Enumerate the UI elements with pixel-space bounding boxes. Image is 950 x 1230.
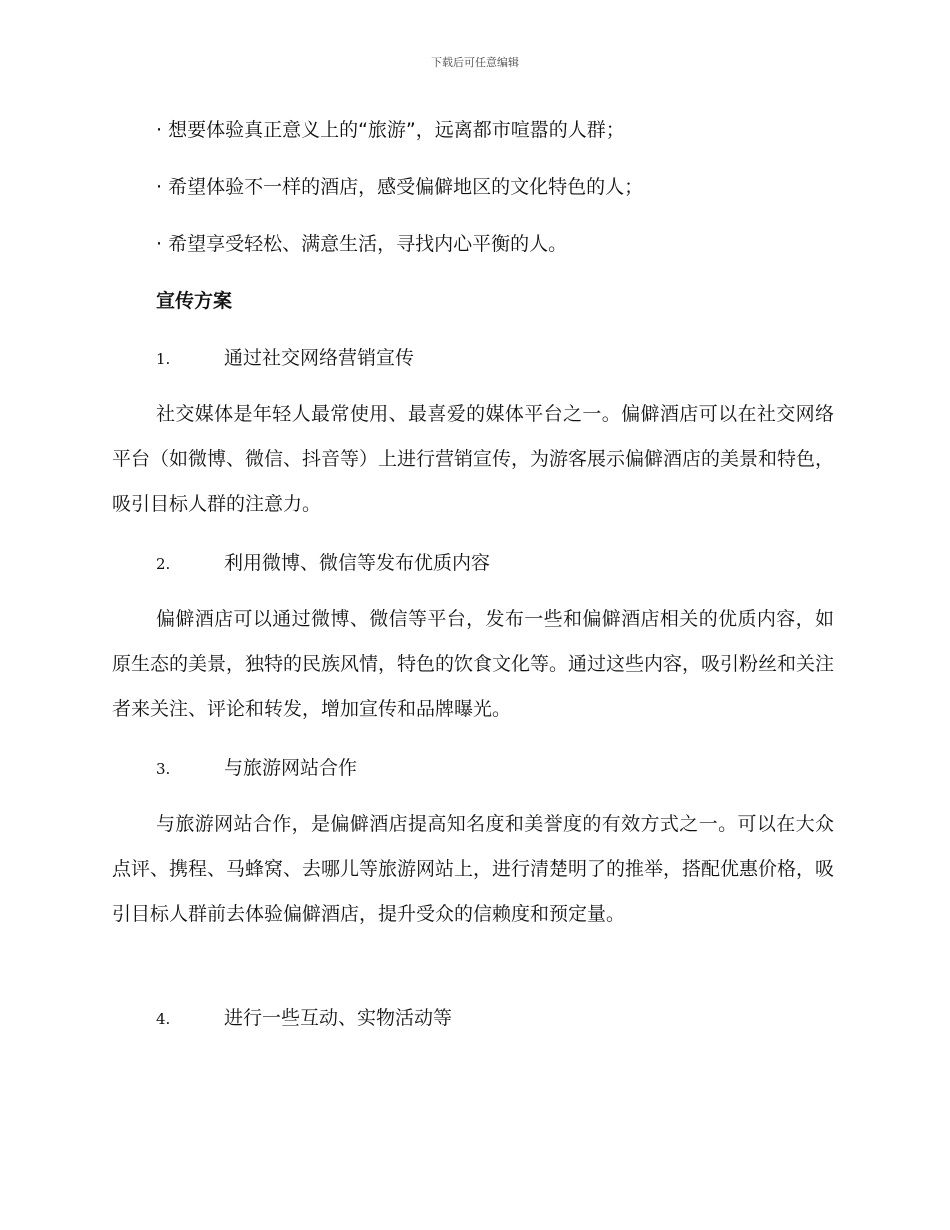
- item-body: 偏僻酒店可以通过微博、微信等平台，发布一些和偏僻酒店相关的优质内容，如原生态的美景，独特的民族风情，特色的饮食文化等。通过这些内容，吸引粉丝和关注者来关注、评论和转发，增加宣传和品牌曝光。: [112, 608, 835, 720]
- numbered-heading: [156, 756, 357, 781]
- numbered-heading: [156, 1006, 452, 1031]
- section-title: 宣传方案: [156, 290, 233, 312]
- item-body: 社交媒体是年轻人最常使用、最喜爱的媒体平台之一。偏僻酒店可以在社交网络平台（如微博、微信、抖音等）上进行营销宣传，为游客展示偏僻酒店的美景和特色，吸引目标人群的注意力。: [112, 403, 835, 515]
- item-title: 利用微博、微信等发布优质内容: [224, 552, 491, 574]
- header-watermark: 下载后可任意编辑: [431, 56, 519, 69]
- numbered-heading: [156, 551, 490, 576]
- item-number: 1.: [156, 350, 171, 368]
- item-body: 与旅游网站合作，是偏僻酒店提高知名度和美誉度的有效方式之一。可以在大众点评、携程、马蜂窝、去哪儿等旅游网站上，进行清楚明了的推举，搭配优惠价格，吸引目标人群前去体验偏僻酒店，提升受众的信赖度和预定量。: [112, 813, 835, 925]
- bullet-item: · 希望享受轻松、满意生活，寻找内心平衡的人。: [156, 233, 568, 255]
- numbered-heading: [156, 346, 414, 371]
- item-number: 4.: [156, 1010, 171, 1028]
- bullet-item: · 希望体验不一样的酒店，感受偏僻地区的文化特色的人；: [156, 176, 644, 198]
- bullet-item: · 想要体验真正意义上的“旅游”，远离都市喧嚣的人群；: [156, 119, 625, 141]
- item-title: 通过社交网络营销宣传: [224, 347, 415, 369]
- item-title: 进行一些互动、实物活动等: [224, 1007, 453, 1029]
- item-title: 与旅游网站合作: [224, 757, 358, 779]
- item-number: 3.: [156, 760, 171, 778]
- item-number: 2.: [156, 555, 171, 573]
